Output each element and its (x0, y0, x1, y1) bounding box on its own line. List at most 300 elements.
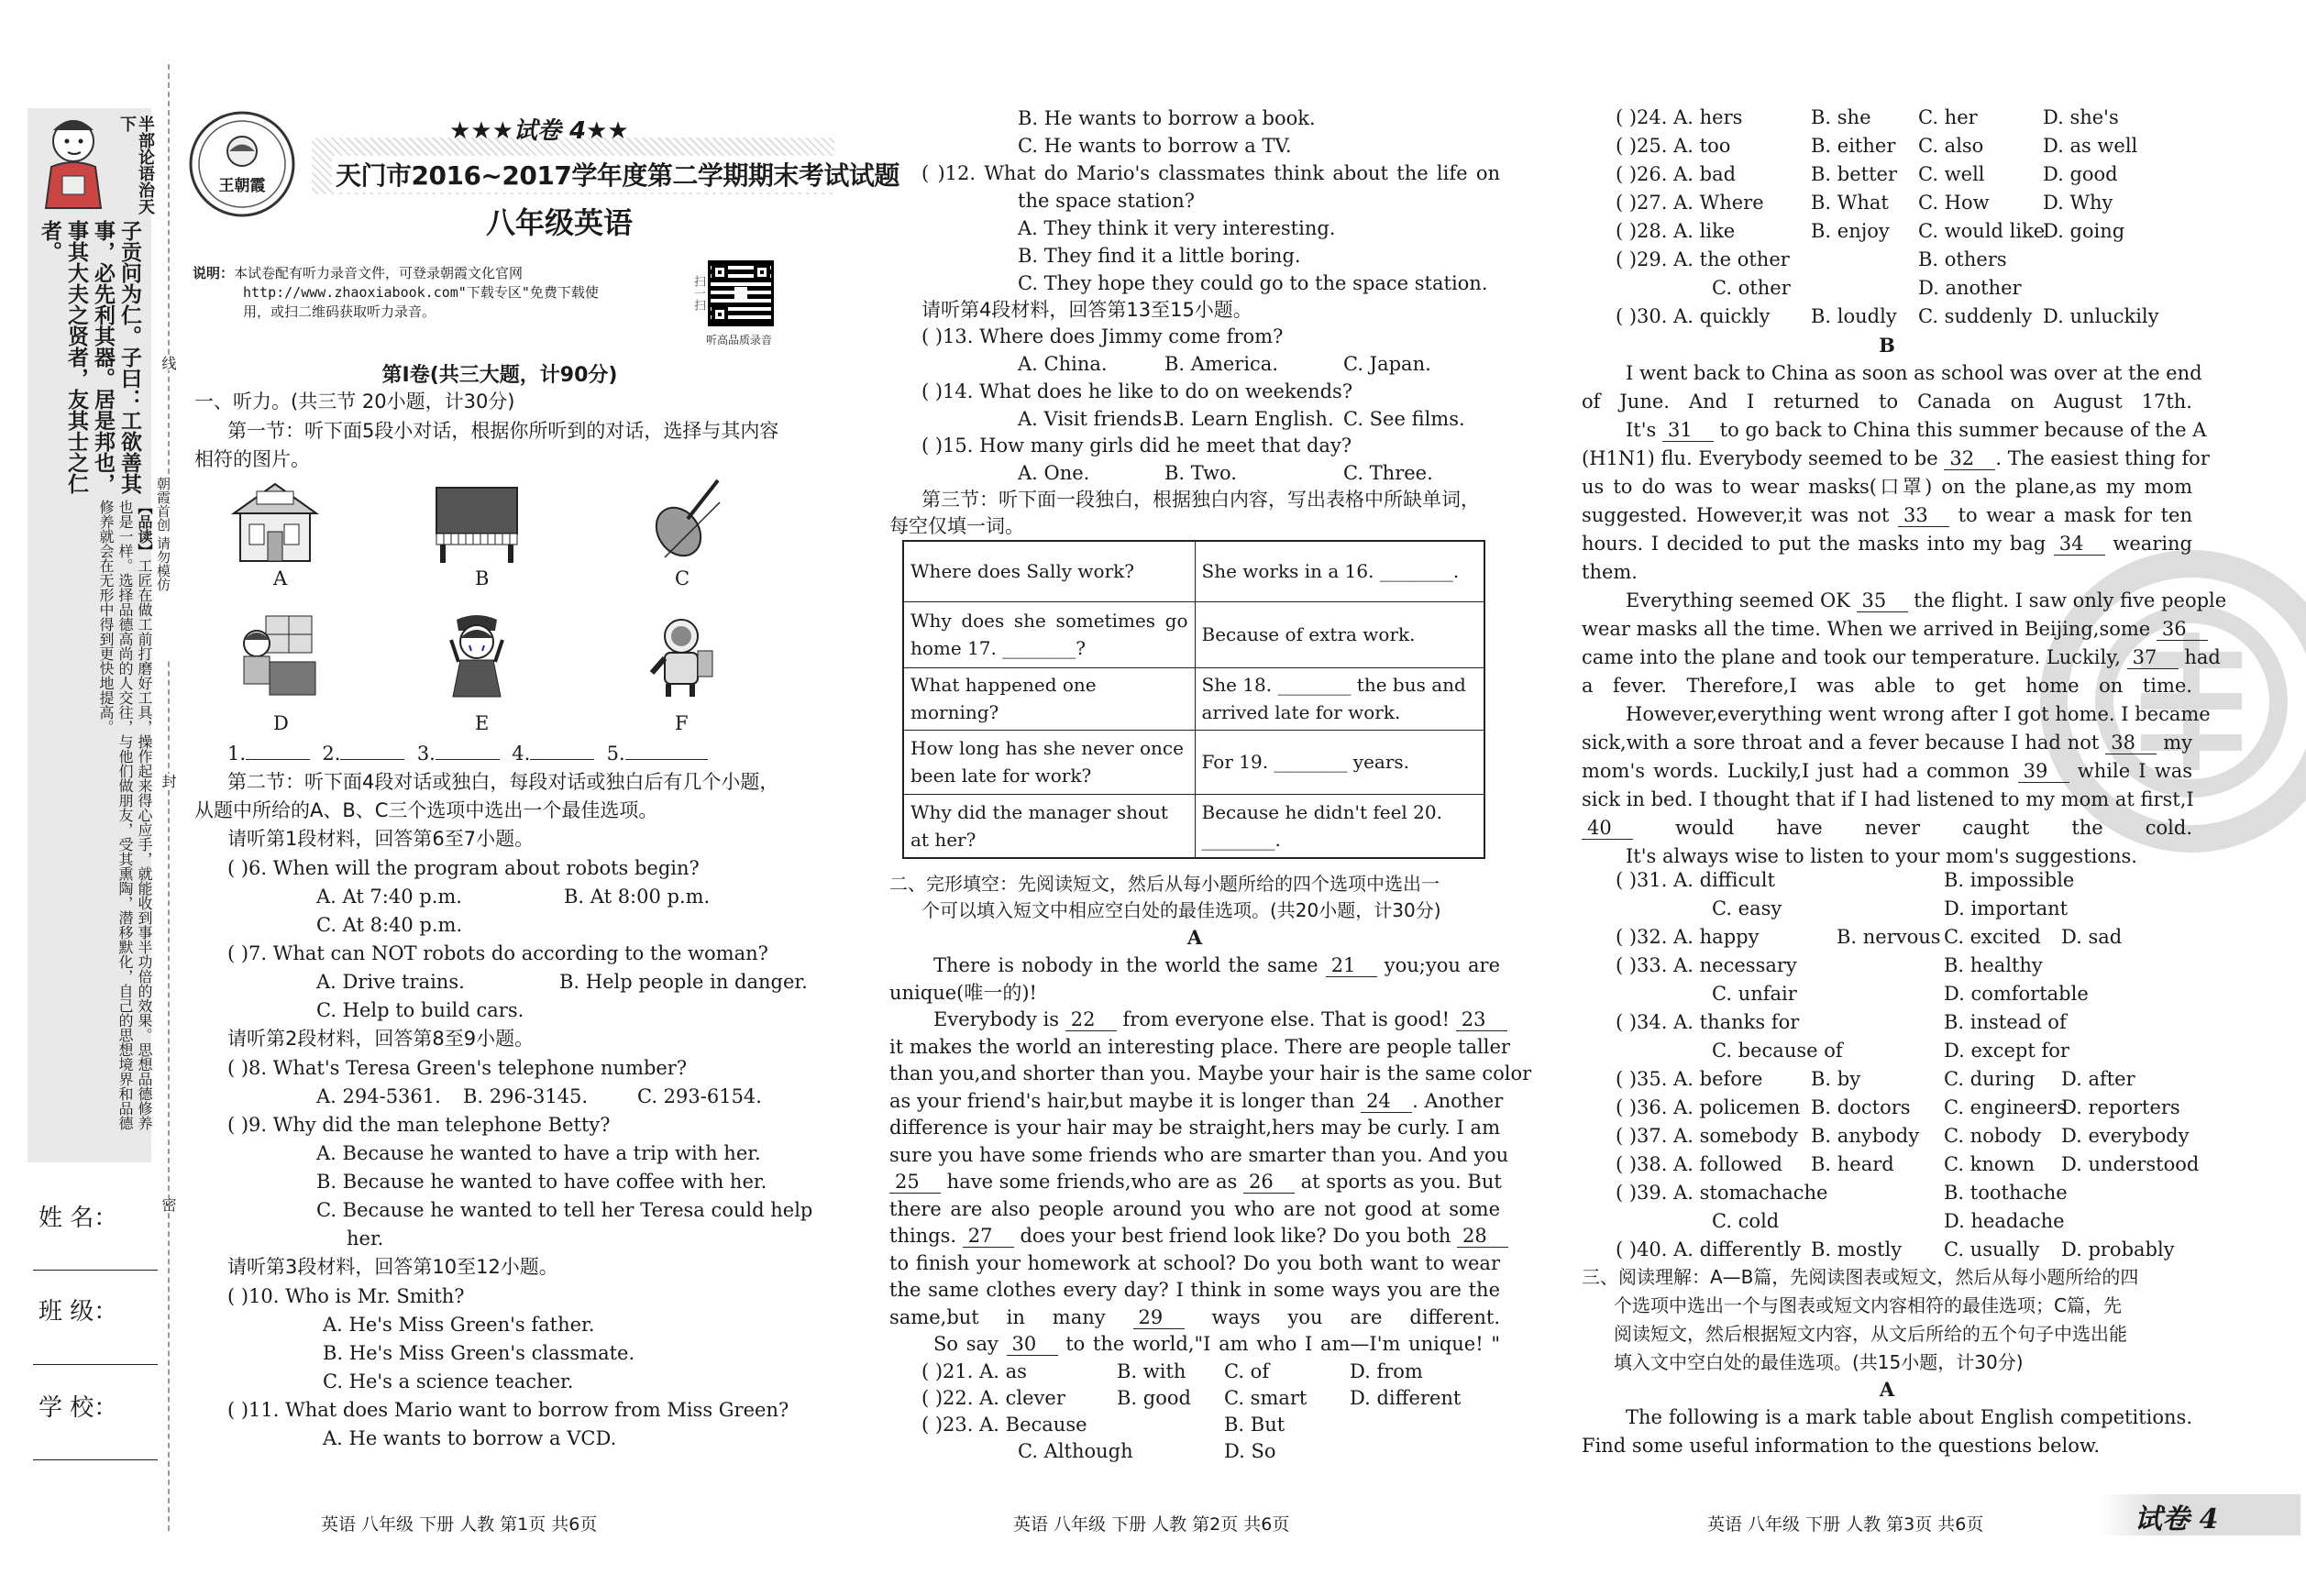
option: A. 294-5361. (316, 1085, 441, 1107)
option: D. except for (1944, 1040, 2069, 1062)
reflection-label: 【品读】 (136, 500, 153, 558)
passage-line (889, 1195, 1500, 1224)
footer-badge: 试卷 4 (2135, 1503, 2219, 1535)
options-row: ( )38. A. followed (1616, 1153, 1782, 1175)
table-row (903, 794, 1484, 858)
passage-text: suggested. However,it was not (1582, 504, 1898, 526)
cloze-blank[interactable]: 38 (2105, 732, 2157, 754)
passage-text: of June. And I returned to Canada on August 17th. (1582, 391, 2192, 413)
table-row (903, 601, 1484, 667)
option: D. another (1918, 277, 2022, 299)
passage-text: ways you are different. (1184, 1305, 1500, 1328)
passage-text: the same clothes every day? I think in some ways you are the (889, 1279, 1500, 1301)
cloze-blank[interactable]: 34 (2054, 533, 2105, 556)
option: B. But (1224, 1414, 1285, 1436)
option: D. after (2061, 1068, 2135, 1090)
table-cell: Why did the manager shout at her? (903, 794, 1195, 858)
option: B. better (1811, 163, 1897, 185)
passage-text: to the world,"I am who I am—I'm unique! " (1057, 1333, 1500, 1355)
series-num: 4 (569, 117, 587, 145)
page-footer: 英语 八年级 下册 人教 第3页 共6页 (1707, 1514, 1984, 1535)
passage-text: to finish your homework at school? Do you both want to wear (889, 1251, 1500, 1274)
option: A. He's Miss Green's father. (323, 1314, 595, 1336)
cloze-blank[interactable]: 36 (2157, 618, 2208, 641)
picture-label: B (475, 567, 490, 589)
passage-text: the flight. I saw only five people (1907, 589, 2227, 611)
passage-text: mom's words. Luckily,I just had a common (1582, 760, 2018, 782)
option: B. mostly (1811, 1238, 1903, 1260)
option: C. also (1918, 135, 1984, 157)
reflection-text (53, 500, 154, 1141)
option: C. Help to build cars. (316, 999, 524, 1021)
binding-line (168, 64, 170, 1531)
cloze-blank[interactable]: 30 (1007, 1333, 1058, 1356)
option: B. At 8:00 p.m. (564, 886, 711, 908)
table-cell[interactable]: She 18. ________ the bus and arrived late for work. (1195, 667, 1484, 730)
option: C. easy (1712, 897, 1782, 919)
s2-instruction: 从题中所给的A、B、C三个选项中选出一个最佳选项。 (194, 799, 658, 821)
picture-label: E (475, 712, 490, 734)
option: D. headache (1944, 1210, 2065, 1232)
instructions-label: 说明： (193, 265, 235, 281)
passage-text: sure you have some friends who are smarter than you. And you (889, 1143, 1509, 1166)
reading-a-heading: A (1879, 1378, 1895, 1401)
options-row: ( )26. A. bad (1616, 163, 1737, 185)
name-label: 姓 名： (39, 1205, 118, 1232)
listening-heading: 一、听力。(共三节 20小题，计30分) (194, 391, 515, 413)
passage-text: wearing (2104, 533, 2192, 555)
option: C. He wants to borrow a TV. (1018, 135, 1292, 157)
option: C. At 8:40 p.m. (316, 914, 463, 936)
cloze-blank[interactable]: 26 (1243, 1171, 1295, 1194)
option: D. everybody (2061, 1125, 2190, 1147)
table-row (903, 730, 1484, 794)
option: C. Because he wanted to tell her Teresa could help (316, 1199, 813, 1221)
paper-series (449, 112, 629, 146)
s3-instruction: 每空仅填一词。 (889, 515, 1024, 537)
table-cell: Why does she sometimes go home 17. ________? (903, 601, 1195, 667)
passage-text: difference is your hair may be straight,hers may be curly. I am (889, 1117, 1500, 1139)
options-row: ( )29. A. the other (1616, 248, 1790, 270)
table-cell: What happened one morning? (903, 667, 1195, 730)
brand-logo (188, 110, 296, 218)
passage-line (1582, 473, 2192, 501)
options-row: ( )40. A. differently (1616, 1238, 1802, 1260)
option: D. as well (2043, 135, 2138, 157)
passage-line (889, 1168, 1500, 1196)
option: D. reporters (2061, 1096, 2180, 1118)
passage-text: came into the plane and took our temperature. Luckily, (1582, 646, 2127, 668)
passage-b-heading: B (1879, 334, 1895, 357)
option: B. instead of (1944, 1011, 2067, 1033)
option: B. others (1918, 248, 2007, 270)
option: D. unluckily (2043, 305, 2159, 327)
options-row: ( )34. A. thanks for (1616, 1011, 1800, 1033)
picture-label: D (273, 712, 289, 734)
passage-text: Everybody is (933, 1008, 1065, 1030)
option: A. One. (1018, 462, 1090, 484)
table-cell: How long has she never once been late for work? (903, 730, 1195, 794)
passage-text: (H1N1) flu. Everybody seemed to be (1582, 447, 1945, 469)
option: B. doctors (1811, 1096, 1911, 1118)
page-footer: 英语 八年级 下册 人教 第1页 共6页 (321, 1514, 598, 1535)
passage-line (889, 1060, 1532, 1088)
reflection-body: 工匠在做工前打磨好工具，操作起来得心应手，就能收到事半功倍的效果。思想品德修养也是一样。选择品德高尚的人交往，与他们做朋友，受其熏陶，潜移默化，自己的思想境界和品德修养就会在无形中得到更快地提高。 (97, 500, 153, 1130)
option: D. Why (2043, 192, 2113, 214)
option: C. suddenly (1918, 305, 2033, 327)
option: D. probably (2061, 1238, 2175, 1260)
reading-heading: 三、阅读理解：A—B篇，先阅读图表或短文，然后从每小题所给的四 (1582, 1266, 2139, 1288)
question-11: ( )11. What does Mario want to borrow from Miss Green? (227, 1399, 789, 1421)
option: D. sad (2061, 926, 2123, 948)
cloze-blank[interactable]: 24 (1361, 1090, 1412, 1113)
option: C. smart (1224, 1387, 1307, 1409)
options-row: ( )22. A. clever (921, 1387, 1065, 1409)
option: D. important (1944, 897, 2069, 919)
option: B. toothache (1944, 1182, 2068, 1204)
class-line (33, 1364, 158, 1365)
margin-text-3: 封 (160, 774, 177, 788)
question-7: ( )7. What can NOT robots do according to the woman? (227, 942, 768, 964)
options-row: ( )37. A. somebody (1616, 1125, 1798, 1147)
passage-line (1582, 558, 1638, 587)
options-row: ( )32. A. happy (1616, 926, 1760, 948)
option: B. she (1811, 106, 1871, 128)
table-cell[interactable]: She works in a 16. ________. (1195, 541, 1484, 601)
option: A. They think it very interesting. (1018, 217, 1336, 239)
option: A. Drive trains. (316, 971, 465, 993)
option: B. He wants to borrow a book. (1018, 107, 1316, 129)
margin-text-1: 线 (160, 356, 177, 370)
picture-label: A (273, 567, 288, 589)
option: C. He's a science teacher. (323, 1370, 574, 1392)
options-row: ( )39. A. stomachache (1616, 1182, 1828, 1204)
passage-line (1582, 757, 2192, 786)
passage-line (1582, 814, 2192, 842)
option: C. Although (1018, 1440, 1133, 1462)
passage-text: to go back to China this summer because of the A (1713, 419, 2207, 441)
astronaut-picture (637, 612, 729, 700)
reading-heading: 个选项中选出一个与图表或短文内容相符的最佳选项；C篇，先 (1614, 1294, 2122, 1316)
option: D. comfortable (1944, 983, 2089, 1005)
option: B. loudly (1811, 305, 1897, 327)
confucius-illustration (35, 112, 113, 213)
option: C. during (1944, 1068, 2036, 1090)
option: C. 293-6154. (637, 1085, 762, 1107)
option: D. So (1224, 1440, 1276, 1462)
passage-line (1582, 729, 2192, 757)
option: C. Three. (1343, 462, 1433, 484)
answer-blank[interactable] (340, 759, 404, 760)
motto-text: 半部论语治天下 (117, 116, 155, 215)
passage-line (889, 1249, 1500, 1278)
cloze-blank[interactable]: 23 (1456, 1008, 1507, 1031)
passage-line (1582, 672, 2192, 700)
star-icon: ★★★ (449, 117, 513, 145)
table-cell[interactable]: Because he didn't feel 20. ________. (1195, 794, 1484, 858)
passage-text: there are also people around you who are not good at some (889, 1197, 1500, 1220)
cloze-blank[interactable]: 22 (1065, 1008, 1117, 1031)
option: C. unfair (1712, 983, 1797, 1005)
option: B. healthy (1944, 954, 2043, 976)
option: C. How (1918, 192, 1990, 214)
cloze-blank[interactable]: 21 (1326, 954, 1377, 977)
question-13: ( )13. Where does Jimmy come from? (921, 325, 1284, 347)
option: D. going (2043, 220, 2125, 242)
material-instruction: 请听第2段材料，回答第8至9小题。 (227, 1028, 535, 1050)
option: C. well (1918, 163, 1985, 185)
option: B. nervous (1837, 926, 1941, 948)
reading-heading: 阅读短文，然后根据短文内容，从文后所给的五个句子中选出能 (1614, 1323, 2127, 1345)
instructions-line: 用，或扫二维码获取听力录音。 (243, 303, 436, 320)
passage-text: I went back to China as soon as school was over at the end (1626, 362, 2202, 384)
cloze-blank[interactable]: 32 (1944, 447, 1995, 470)
answer-blank[interactable] (625, 759, 708, 760)
question-6: ( )6. When will the program about robots begin? (227, 857, 700, 879)
passage-text: So say (933, 1333, 1007, 1355)
reading-a-intro: The following is a mark table about English competitions. (1626, 1406, 2192, 1428)
violin-picture (637, 475, 729, 563)
option: C. See films. (1343, 408, 1465, 430)
reading-heading: 填入文中空白处的最佳选项。(共15小题，计30分) (1614, 1351, 2024, 1373)
passage-line (1626, 416, 2207, 445)
s1-instruction: 第一节：听下面5段小对话，根据你所听到的对话，选择与其内容 (227, 420, 779, 442)
cloze-blank[interactable]: 40 (1582, 817, 1633, 840)
option: C. Japan. (1343, 353, 1431, 375)
options-row: ( )23. A. Because (921, 1414, 1087, 1436)
school-label: 学 校： (39, 1394, 118, 1422)
answer-blank[interactable] (436, 759, 500, 760)
material-instruction: 请听第1段材料，回答第6至7小题。 (227, 828, 535, 850)
passage-text: things. (889, 1225, 963, 1247)
name-line (33, 1270, 158, 1271)
passage-text: a fever. Therefore,I was able to get home on time. (1582, 675, 2192, 697)
table-row (903, 667, 1484, 730)
table-cell: Where does Sally work? (903, 541, 1195, 601)
options-row: ( )25. A. too (1616, 135, 1731, 157)
reading-a-intro: Find some useful information to the questions below. (1582, 1435, 2101, 1457)
brand-logo-text: 王朝霞 (218, 177, 266, 195)
passage-line (1582, 530, 2192, 558)
option: B. What (1811, 192, 1889, 214)
answer-blank[interactable] (530, 759, 594, 760)
cloze-blank[interactable]: 25 (889, 1171, 941, 1194)
passage-text: . Another (1412, 1089, 1504, 1112)
picture-label: F (675, 712, 689, 734)
option: B. 296-3145. (463, 1085, 589, 1107)
passage-text: have some friends,who are as (941, 1171, 1243, 1193)
cloze-blank[interactable]: 28 (1457, 1225, 1508, 1248)
house-picture (229, 477, 321, 565)
passage-line (1626, 587, 2227, 615)
passage-line (889, 1033, 1510, 1062)
passage-text: to wear a mask for ten (1948, 504, 2193, 526)
passage-text: at sports as you. But (1294, 1171, 1502, 1193)
option: D. good (2043, 163, 2118, 185)
option: D. from (1350, 1360, 1423, 1382)
option: C. her (1918, 106, 1978, 128)
option: D. she's (2043, 106, 2119, 128)
option: B. Learn English. (1164, 408, 1334, 430)
class-label: 班 级： (39, 1298, 118, 1326)
passage-text: as your friend's hair,but maybe it is longer than (889, 1089, 1362, 1112)
option: B. Two. (1164, 462, 1237, 484)
cloze-blank[interactable]: 31 (1662, 419, 1714, 442)
option: B. either (1811, 135, 1896, 157)
passage-line (1626, 700, 2211, 729)
passage-line (933, 1006, 1500, 1034)
confucius-quote: 子贡问为仁。子曰：工欲善其事，必先利其器。居是邦也，事其大夫之贤者，友其士之仁者。 (38, 220, 141, 494)
option: A. China. (1018, 353, 1108, 375)
passage-line (889, 1141, 1509, 1170)
option: B. Because he wanted to have coffee with her. (316, 1171, 767, 1193)
option: C. other (1712, 277, 1791, 299)
option: C. usually (1944, 1238, 2040, 1260)
star-icon: ★★ (586, 117, 629, 145)
options-row: ( )27. A. Where (1616, 192, 1764, 214)
material-instruction: 请听第4段材料，回答第13至15小题。 (921, 299, 1252, 321)
passage-line (889, 1087, 1504, 1116)
option: B. with (1117, 1360, 1186, 1382)
option: A. Visit friends. (1018, 408, 1169, 430)
passage-text: you;you are (1376, 954, 1500, 976)
picture-label: C (675, 567, 690, 589)
question-9: ( )9. Why did the man telephone Betty? (227, 1114, 611, 1136)
option: B. heard (1811, 1153, 1894, 1175)
instructions-line: http://www.zhaoxiabook.com"下载专区"免费下载使 (243, 284, 599, 301)
cloze-heading: 二、完形填空：先阅读短文，然后从每小题所给的四个选项中选出一 (889, 873, 1440, 895)
option: B. impossible (1944, 869, 2075, 891)
options-row: ( )33. A. necessary (1616, 954, 1797, 976)
option: B. They find it a little boring. (1018, 245, 1301, 267)
passage-text: same,but in many (889, 1305, 1133, 1328)
option: C. nobody (1944, 1125, 2042, 1147)
option: B. enjoy (1811, 220, 1890, 242)
passage-line (889, 1276, 1500, 1304)
passage-line (889, 1304, 1500, 1332)
piano-picture (431, 479, 523, 567)
passage-text: us to do was to wear masks(口罩) on the plane,as my mom (1582, 476, 2192, 498)
instructions (193, 264, 599, 322)
question-12-cont: the space station? (1018, 190, 1195, 212)
cloze-blank[interactable]: 33 (1898, 504, 1949, 527)
girl-crying-picture (431, 612, 523, 700)
option: C. They hope they could go to the space station. (1018, 272, 1488, 294)
question-12: ( )12. What do Mario's classmates think about the life on (921, 162, 1500, 184)
passage-text: . The easiest thing for (1995, 447, 2210, 469)
passage-text: sick in bed. I thought that if I had listened to my mom at first,I (1582, 788, 2194, 810)
options-row: ( )28. A. like (1616, 220, 1736, 242)
answer-blanks: 1. 2. 3. 4. 5. (227, 740, 708, 768)
passage-text: my (2157, 732, 2192, 754)
exam-subject: 八年级英语 (486, 205, 634, 240)
page-footer: 英语 八年级 下册 人教 第2页 共6页 (1013, 1514, 1290, 1535)
passage-text: Everything seemed OK (1626, 589, 1857, 611)
passage-line (1582, 644, 2221, 672)
option: A. Because he wanted to have a trip with her. (316, 1142, 761, 1164)
margin-text-4: 密 (160, 1197, 177, 1212)
table-cell[interactable]: For 19. ________ years. (1195, 730, 1484, 794)
passage-text: them. (1582, 561, 1638, 583)
option: B. Help people in danger. (559, 971, 808, 993)
option: A. He wants to borrow a VCD. (323, 1427, 617, 1449)
passage-line (1582, 445, 2210, 473)
passage-text: while I was (2069, 760, 2192, 782)
school-line (33, 1459, 158, 1460)
options-row: ( )30. A. quickly (1616, 305, 1771, 327)
option: C. cold (1712, 1210, 1780, 1232)
instructions-line: 本试卷配有听力录音文件，可登录朝霞文化官网 (234, 265, 524, 281)
option: B. America. (1164, 353, 1279, 375)
answer-blank[interactable] (246, 759, 310, 760)
option: C. known (1944, 1153, 2036, 1175)
passage-line (1582, 388, 2192, 416)
cloze-blank[interactable]: 29 (1133, 1306, 1185, 1329)
question-15: ( )15. How many girls did he meet that day? (921, 435, 1352, 457)
passage-text: it makes the world an interesting place. There are people taller (889, 1035, 1510, 1058)
option: C. excited (1944, 926, 2041, 948)
series-label: 试卷 (513, 117, 561, 145)
options-row: ( )24. A. hers (1616, 106, 1743, 128)
passage-line (933, 1330, 1500, 1359)
s1-instruction: 相符的图片。 (194, 448, 310, 470)
scan-label: 扫一扫 (691, 275, 705, 311)
margin-text-2: 朝霞首创 请勿模仿 (154, 477, 172, 660)
cloze-blank[interactable]: 39 (2018, 760, 2069, 783)
s3-instruction: 第三节：听下面一段独白，根据独白内容，写出表格中所缺单词， (921, 489, 1480, 511)
passage-text: unique(唯一的)! (889, 981, 1037, 1004)
cloze-blank[interactable]: 37 (2127, 646, 2179, 669)
passage-text: from everyone else. That is good! (1116, 1008, 1456, 1030)
option: B. good (1117, 1387, 1191, 1409)
cloze-blank[interactable]: 35 (1857, 589, 1908, 612)
material-instruction: 请听第3段材料，回答第10至12小题。 (227, 1256, 558, 1278)
option: C. of (1224, 1360, 1270, 1382)
passage-text: sick,with a sore throat and a fever because I had not (1582, 732, 2106, 754)
option: C. engineers (1944, 1096, 2067, 1118)
passage-text: had (2178, 646, 2221, 668)
passage-text: hours. I decided to put the masks into my bag (1582, 533, 2054, 555)
option: B. He's Miss Green's classmate. (323, 1342, 635, 1364)
passage-line (889, 1114, 1500, 1142)
passage-text: would have never caught the cold. (1633, 817, 2192, 839)
option: C. would like (1918, 220, 2046, 242)
listening-table (902, 540, 1485, 859)
options-row: ( )35. A. before (1616, 1068, 1763, 1090)
passage-line (933, 952, 1500, 980)
passage-text: It's always wise to listen to your mom's suggestions. (1626, 845, 2137, 867)
passage-line (1626, 359, 2202, 388)
qr-code[interactable] (708, 260, 774, 326)
option: her. (347, 1227, 384, 1249)
cloze-heading: 个可以填入短文中相应空白处的最佳选项。(共20小题，计30分) (921, 899, 1441, 921)
options-row: ( )36. A. policemen (1616, 1096, 1801, 1118)
cloze-blank[interactable]: 27 (963, 1225, 1014, 1248)
options-row: ( )31. A. difficult (1616, 869, 1775, 891)
s2-instruction: 第二节：听下面4段对话或独白，每段对话或独白后有几个小题， (227, 771, 779, 793)
passage-line (1582, 501, 2192, 530)
passage-text: does your best friend look like? Do you both (1013, 1225, 1458, 1247)
passage-a-heading: A (1186, 926, 1203, 949)
option: A. At 7:40 p.m. (316, 886, 462, 908)
option: D. different (1350, 1387, 1462, 1409)
passage-line (889, 1222, 1500, 1250)
question-14: ( )14. What does he like to do on weekends? (921, 380, 1353, 402)
option: C. because of (1712, 1040, 1843, 1062)
option: B. anybody (1811, 1125, 1920, 1147)
girl-at-desk-picture (229, 612, 321, 700)
passage-text: It's (1626, 419, 1662, 441)
